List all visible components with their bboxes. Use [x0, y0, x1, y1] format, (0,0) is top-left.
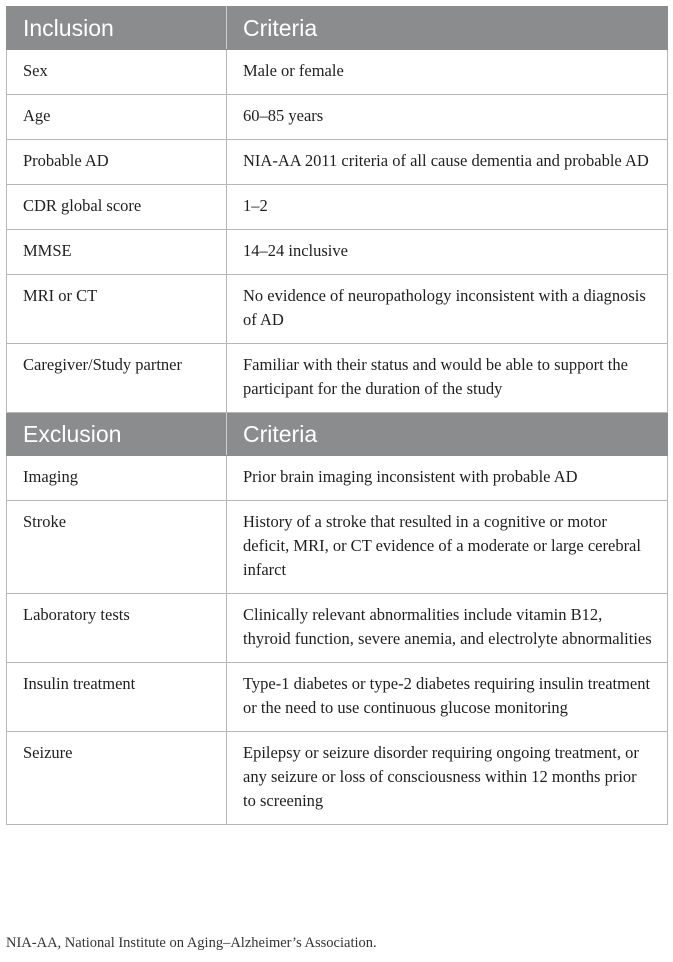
row-criteria: History of a stroke that resulted in a cognitive or motor deficit, MRI, or CT evidence of a moderate or large cerebral infarct — [227, 501, 668, 594]
row-label: Imaging — [7, 456, 227, 501]
row-label: Age — [7, 95, 227, 140]
row-label: Caregiver/Study partner — [7, 344, 227, 413]
row-label: CDR global score — [7, 185, 227, 230]
inclusion-header-label: Inclusion — [7, 7, 227, 50]
exclusion-header-row — [7, 413, 668, 456]
row-label: Sex — [7, 50, 227, 95]
table-row — [7, 185, 668, 230]
row-criteria: NIA-AA 2011 criteria of all cause dementia and probable AD — [227, 140, 668, 185]
row-criteria: Familiar with their status and would be able to support the participant for the duration of the study — [227, 344, 668, 413]
row-criteria: Prior brain imaging inconsistent with probable AD — [227, 456, 668, 501]
table-row — [7, 140, 668, 185]
row-label: Seizure — [7, 732, 227, 825]
row-criteria: Epilepsy or seizure disorder requiring ongoing treatment, or any seizure or loss of consciousness within 12 months prior to screening — [227, 732, 668, 825]
row-label: MMSE — [7, 230, 227, 275]
table-row — [7, 50, 668, 95]
row-criteria: Male or female — [227, 50, 668, 95]
table-footnote: NIA-AA, National Institute on Aging–Alzheimer’s Association. — [6, 935, 377, 951]
exclusion-header-criteria: Criteria — [227, 413, 668, 456]
row-label: Insulin treatment — [7, 663, 227, 732]
table-row — [7, 275, 668, 344]
inclusion-header-criteria: Criteria — [227, 7, 668, 50]
table-row — [7, 732, 668, 825]
row-label: Stroke — [7, 501, 227, 594]
table-row — [7, 95, 668, 140]
row-label: Probable AD — [7, 140, 227, 185]
row-label: Laboratory tests — [7, 594, 227, 663]
table-row — [7, 501, 668, 594]
row-criteria: Clinically relevant abnormalities include vitamin B12, thyroid function, severe anemia, and electrolyte abnormalities — [227, 594, 668, 663]
table-row — [7, 230, 668, 275]
row-criteria: Type-1 diabetes or type-2 diabetes requiring insulin treatment or the need to use continuous glucose monitoring — [227, 663, 668, 732]
row-criteria: 60–85 years — [227, 95, 668, 140]
criteria-table-container — [6, 6, 667, 825]
row-label: MRI or CT — [7, 275, 227, 344]
criteria-table — [6, 6, 668, 825]
table-row — [7, 663, 668, 732]
row-criteria: 1–2 — [227, 185, 668, 230]
row-criteria: 14–24 inclusive — [227, 230, 668, 275]
table-row — [7, 344, 668, 413]
row-criteria: No evidence of neuropathology inconsistent with a diagnosis of AD — [227, 275, 668, 344]
table-row — [7, 594, 668, 663]
exclusion-header-label: Exclusion — [7, 413, 227, 456]
table-row — [7, 456, 668, 501]
inclusion-header-row — [7, 7, 668, 50]
